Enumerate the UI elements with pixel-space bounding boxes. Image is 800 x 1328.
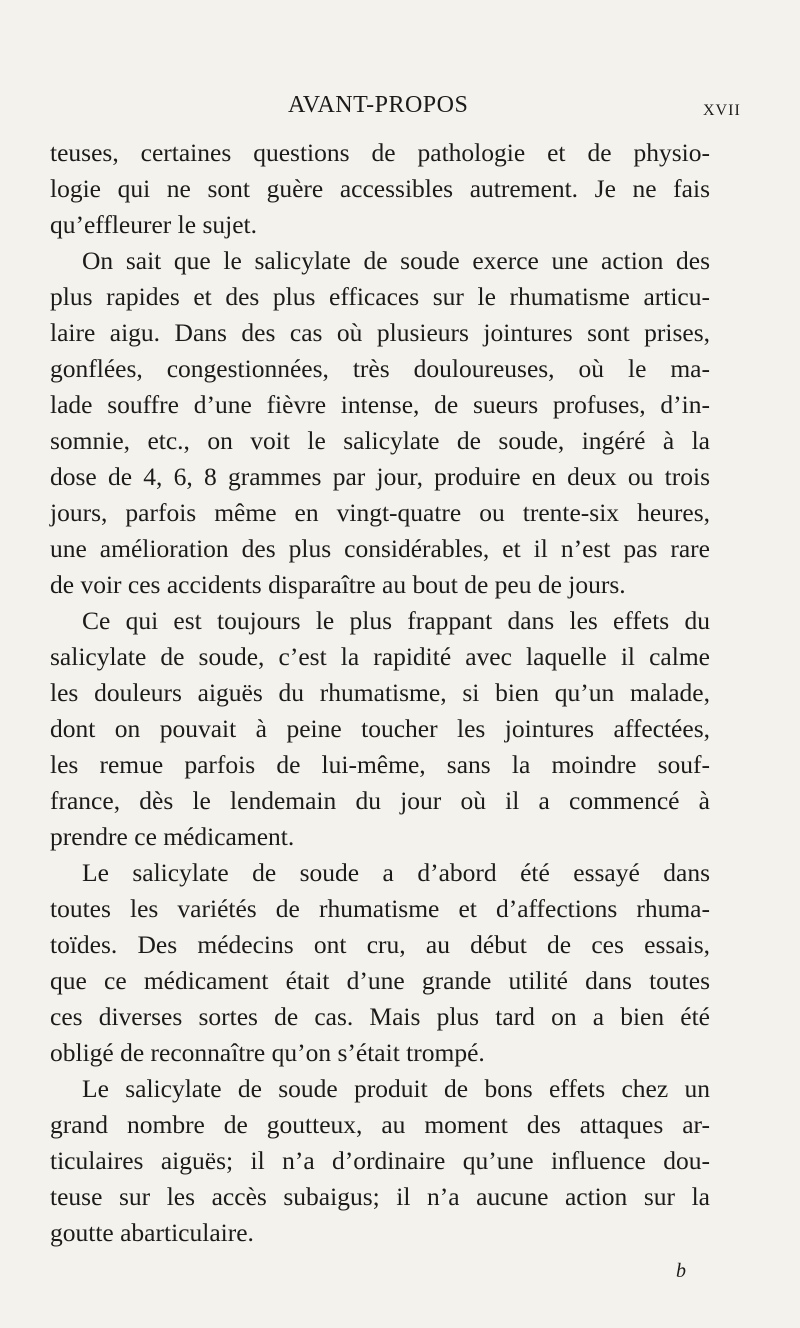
- text-line: jours, parfois même en vingt-quatre ou trente-six heures,: [50, 498, 710, 527]
- text-line: goutte abarticulaire.: [50, 1218, 254, 1247]
- text-line: une amélioration des plus considérables, et il n’est pas rare: [50, 534, 710, 563]
- text-line: obligé de reconnaître qu’on s’était trompé.: [50, 1038, 485, 1067]
- text-line: somnie, etc., on voit le salicylate de soude, ingéré à la: [50, 426, 710, 455]
- text-line: lade souffre d’une fièvre intense, de sueurs profuses, d’in-: [50, 390, 710, 419]
- text-line: Le salicylate de soude produit de bons effets chez un: [82, 1074, 710, 1103]
- text-line: que ce médicament était d’une grande utilité dans toutes: [50, 966, 710, 995]
- text-line: qu’effleurer le sujet.: [50, 210, 257, 239]
- running-title: AVANT-PROPOS: [288, 92, 469, 118]
- text-line: grand nombre de goutteux, au moment des attaques ar-: [50, 1110, 710, 1139]
- text-line: les remue parfois de lui-même, sans la moindre souf-: [50, 750, 710, 779]
- text-line: toutes les variétés de rhumatisme et d’affections rhuma-: [50, 894, 710, 923]
- page-number: XVII: [703, 102, 741, 119]
- text-line: de voir ces accidents disparaître au bout de peu de jours.: [50, 570, 626, 599]
- signature-mark: b: [676, 1260, 686, 1282]
- text-line: plus rapides et des plus efficaces sur le rhumatisme articu-: [50, 282, 710, 311]
- text-line: ces diverses sortes de cas. Mais plus tard on a bien été: [50, 1002, 710, 1031]
- text-line: Ce qui est toujours le plus frappant dans les effets du: [82, 606, 710, 635]
- text-line: dose de 4, 6, 8 grammes par jour, produire en deux ou trois: [50, 462, 710, 491]
- text-line: salicylate de soude, c’est la rapidité avec laquelle il calme: [50, 642, 710, 671]
- text-line: ticulaires aiguës; il n’a d’ordinaire qu’une influence dou-: [50, 1146, 710, 1175]
- text-line: france, dès le lendemain du jour où il a commencé à: [50, 786, 710, 815]
- text-line: prendre ce médicament.: [50, 822, 295, 851]
- text-line: les douleurs aiguës du rhumatisme, si bien qu’un malade,: [50, 678, 710, 707]
- text-line: laire aigu. Dans des cas où plusieurs jointures sont prises,: [50, 318, 710, 347]
- text-line: teuse sur les accès subaigus; il n’a aucune action sur la: [50, 1182, 710, 1211]
- text-line: gonflées, congestionnées, très douloureuses, où le ma-: [50, 354, 710, 383]
- text-line: dont on pouvait à peine toucher les jointures affectées,: [50, 714, 710, 743]
- text-line: teuses, certaines questions de pathologie et de physio-: [50, 138, 710, 167]
- text-line: On sait que le salicylate de soude exerce une action des: [82, 246, 710, 275]
- text-line: Le salicylate de soude a d’abord été essayé dans: [82, 858, 710, 887]
- text-line: toïdes. Des médecins ont cru, au début de ces essais,: [50, 930, 710, 959]
- text-line: logie qui ne sont guère accessibles autrement. Je ne fais: [50, 174, 710, 203]
